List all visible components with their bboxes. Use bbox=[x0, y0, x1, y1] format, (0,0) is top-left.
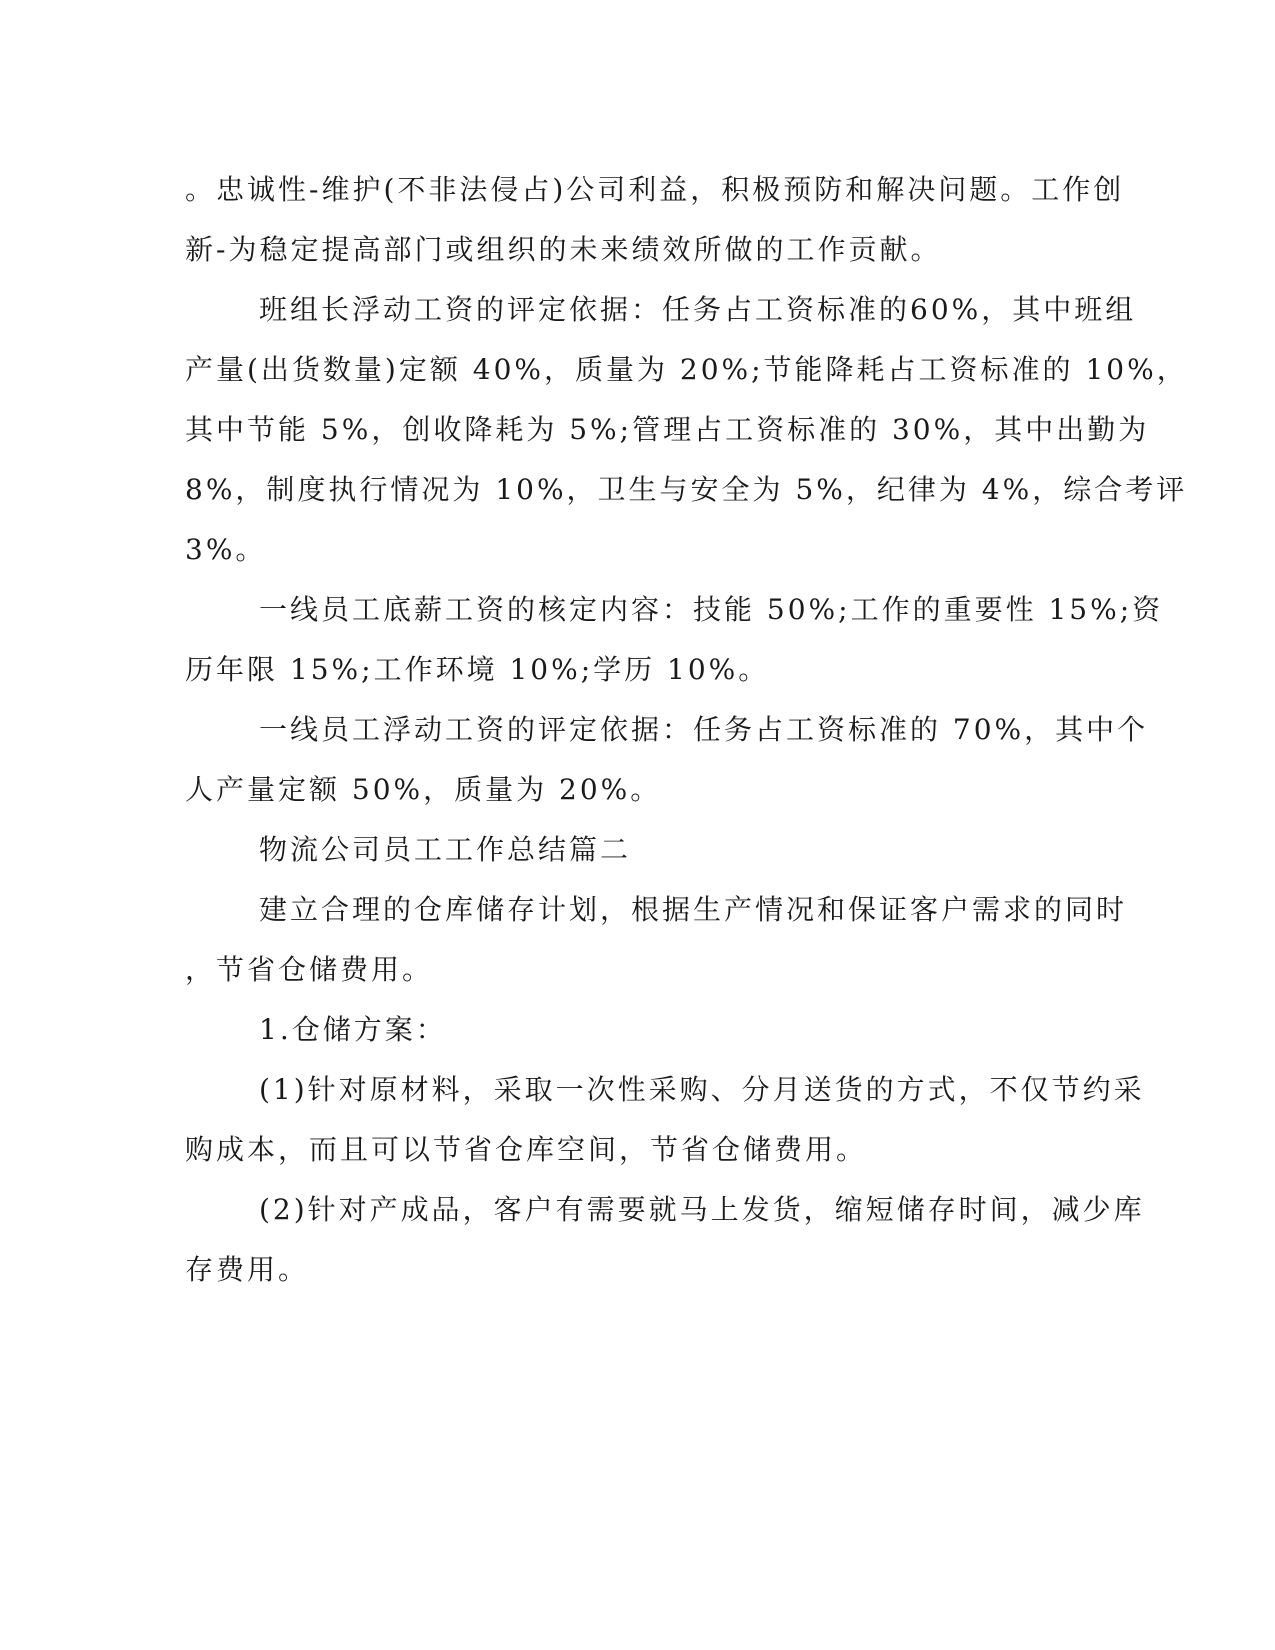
section-heading bbox=[185, 820, 1065, 880]
paragraph-line: 购成本，而且可以节省仓库空间，节省仓储费用。 bbox=[185, 1133, 868, 1166]
list-heading-text: 1.仓储方案： bbox=[259, 1013, 447, 1046]
paragraph-line: 人产量定额 50%，质量为 20%。 bbox=[185, 773, 662, 806]
paragraph-loyalty bbox=[185, 160, 1125, 280]
paragraph-line: 建立合理的仓库储存计划，根据生产情况和保证客户需求的同时 bbox=[259, 893, 1128, 926]
paragraph-line: 。忠诚性-维护(不非法侵占)公司利益，积极预防和解决问题。工作创 bbox=[185, 173, 1125, 206]
list-item-finished-goods bbox=[185, 1180, 1145, 1300]
list-item-raw-materials bbox=[185, 1060, 1145, 1180]
paragraph-line: 新-为稳定提高部门或组织的未来绩效所做的工作贡献。 bbox=[185, 233, 942, 266]
paragraph-worker-float-wage bbox=[185, 700, 1149, 820]
paragraph-worker-base-wage bbox=[185, 580, 1164, 700]
paragraph-line: (1)针对原材料，采取一次性采购、分月送货的方式，不仅节约采 bbox=[259, 1073, 1145, 1106]
section-heading-text: 物流公司员工工作总结篇二 bbox=[259, 833, 632, 866]
paragraph-line: 8%，制度执行情况为 10%，卫生与安全为 5%，纪律为 4%，综合考评 bbox=[185, 473, 1188, 506]
paragraph-line: 历年限 15%;工作环境 10%;学历 10%。 bbox=[185, 653, 770, 686]
document-body bbox=[185, 160, 1188, 1300]
paragraph-line: 3%。 bbox=[185, 533, 267, 566]
list-heading-storage-scheme bbox=[185, 1000, 1065, 1060]
paragraph-line: (2)针对产成品，客户有需要就马上发货，缩短储存时间，减少库 bbox=[259, 1193, 1145, 1226]
paragraph-line: 一线员工浮动工资的评定依据：任务占工资标准的 70%，其中个 bbox=[259, 713, 1149, 746]
paragraph-storage-plan bbox=[185, 880, 1128, 1000]
paragraph-team-leader-float-wage bbox=[185, 280, 1188, 580]
paragraph-line: 其中节能 5%，创收降耗为 5%;管理占工资标准的 30%，其中出勤为 bbox=[185, 413, 1150, 446]
paragraph-line: 产量(出货数量)定额 40%，质量为 20%;节能降耗占工资标准的 10%， bbox=[185, 353, 1188, 386]
paragraph-line: 班组长浮动工资的评定依据：任务占工资标准的60%，其中班组 bbox=[259, 293, 1137, 326]
paragraph-line: 存费用。 bbox=[185, 1253, 310, 1286]
paragraph-line: ，节省仓储费用。 bbox=[185, 953, 434, 986]
paragraph-line: 一线员工底薪工资的核定内容：技能 50%;工作的重要性 15%;资 bbox=[259, 593, 1164, 626]
